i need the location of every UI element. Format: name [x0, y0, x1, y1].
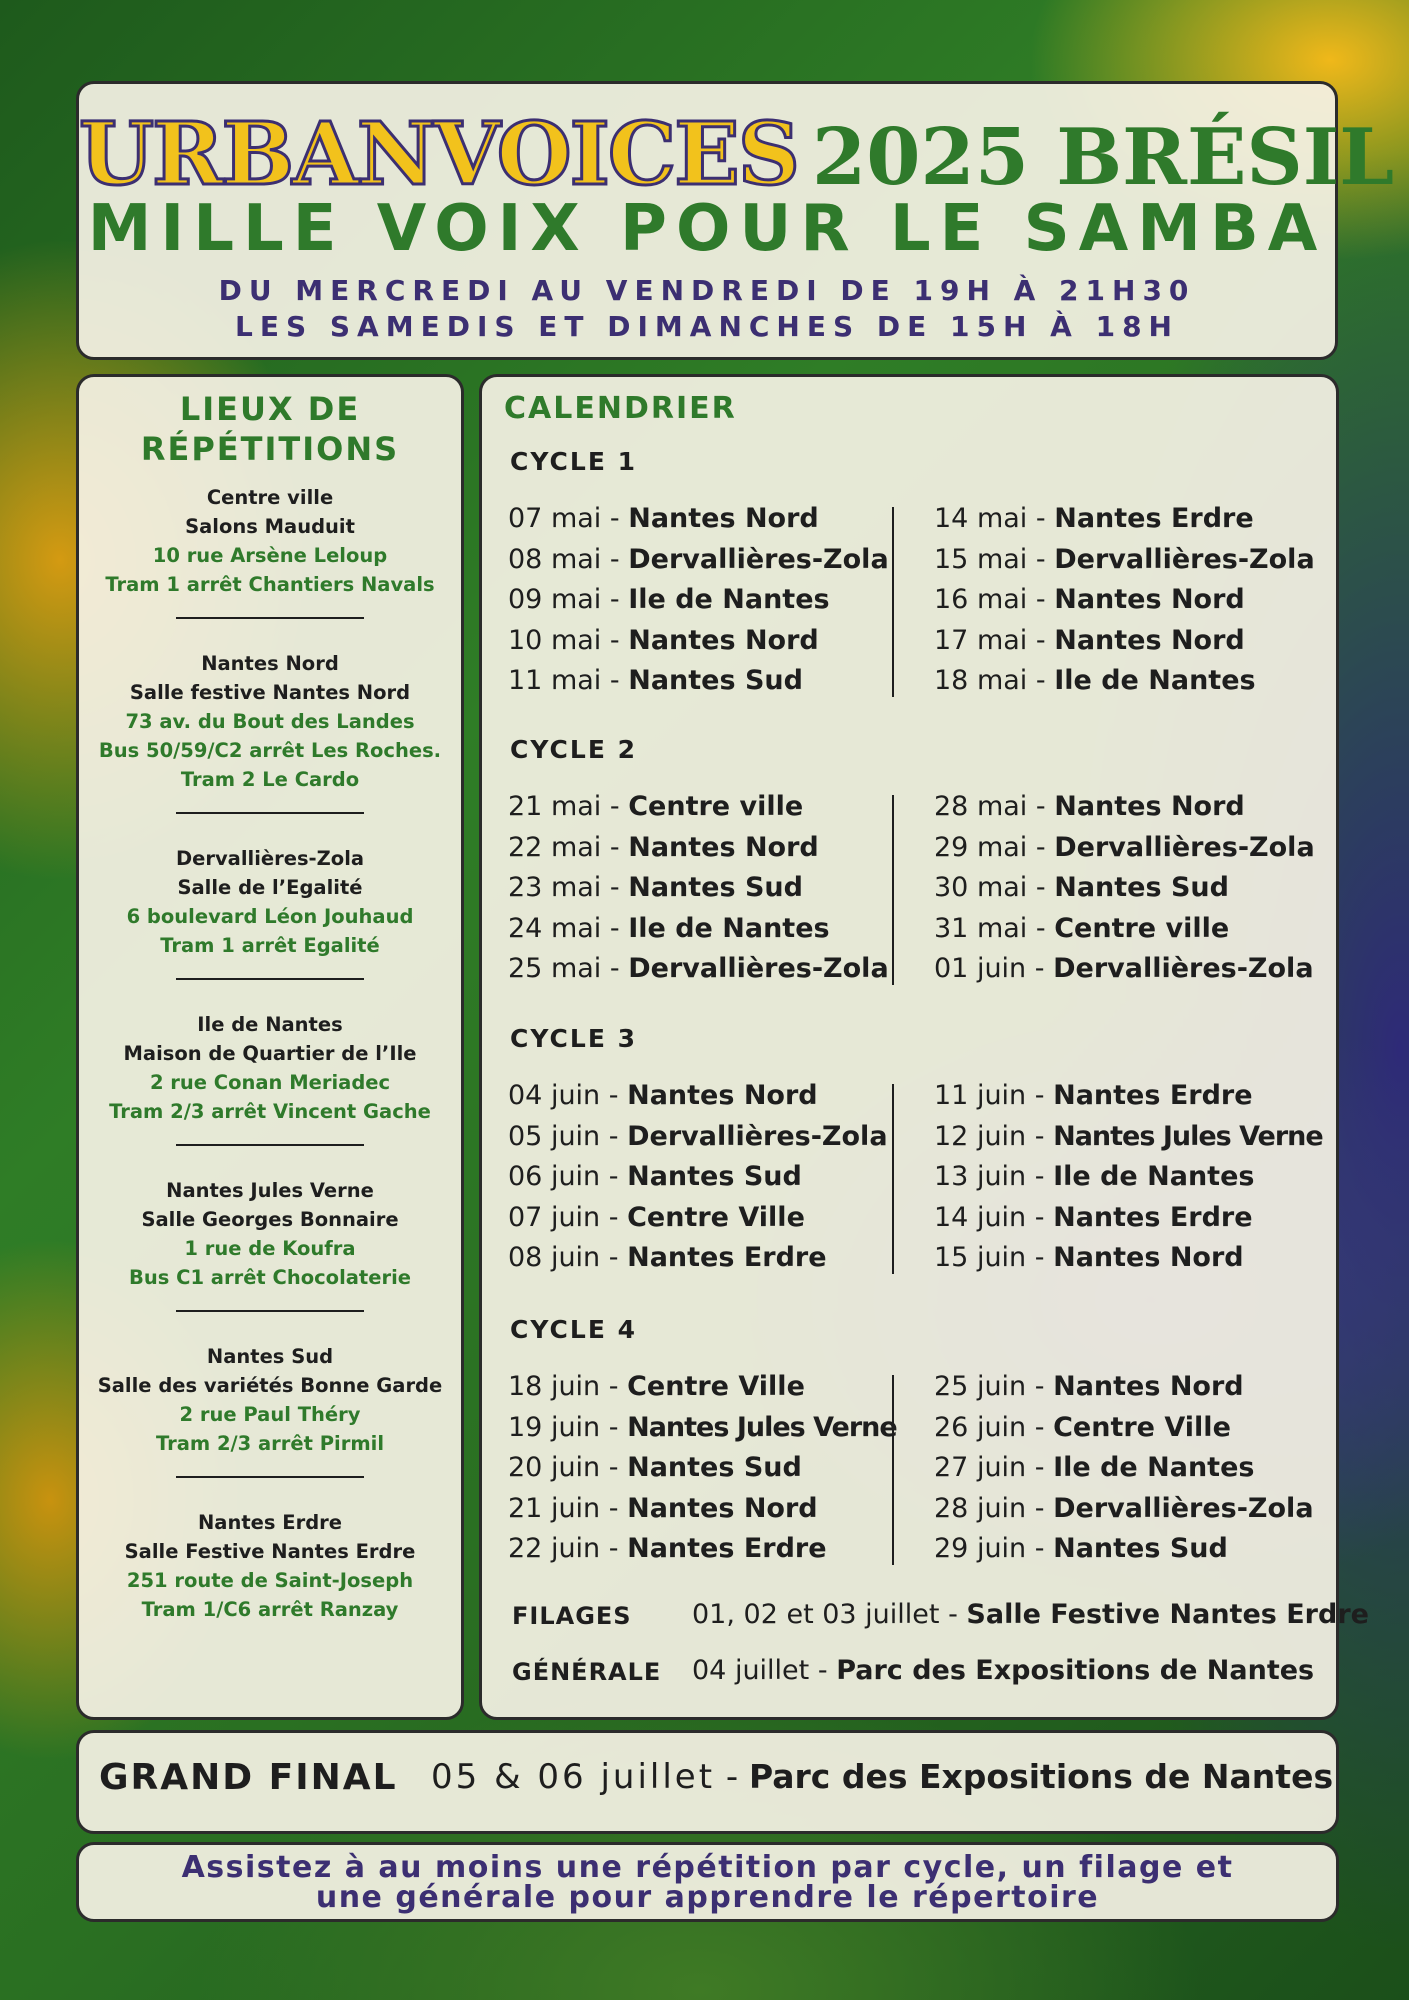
brand-title: URBANVOICES — [79, 104, 798, 205]
venue-divider — [176, 812, 364, 814]
venues-title — [79, 389, 461, 469]
calendar-entry — [508, 949, 889, 990]
title-row — [79, 104, 1395, 205]
entry-date: 23 mai — [508, 872, 602, 903]
entry-date: 21 juin — [508, 1492, 601, 1524]
entry-place: Nantes Nord — [1053, 1242, 1244, 1273]
entry-separator: - — [1026, 1161, 1054, 1192]
entry-place: Centre ville — [628, 791, 804, 822]
entry-place: Ile de Nantes — [628, 584, 830, 615]
calendar-entry — [934, 1076, 1323, 1117]
calendar-entry — [508, 540, 889, 581]
cycle-column-right — [934, 1076, 1323, 1279]
venue-area: Nantes Erdre — [197, 1511, 343, 1534]
entry-date: 17 mai — [934, 624, 1028, 656]
entry-date: 30 mai — [934, 872, 1028, 903]
venue-hall: Salons Mauduit — [185, 515, 355, 538]
entry-separator: - — [1026, 1201, 1054, 1233]
entry-separator: - — [601, 831, 629, 863]
venues-panel — [76, 374, 464, 1720]
entry-separator: - — [600, 1080, 628, 1111]
entry-date: 18 mai — [934, 665, 1028, 696]
entry-date: 13 juin — [934, 1161, 1027, 1192]
entry-place: Dervallières-Zola — [1054, 543, 1315, 575]
entry-place: Ile de Nantes — [1053, 1452, 1255, 1483]
entry-date: 15 mai — [934, 543, 1028, 575]
venue-hall: Salle des variétés Bonne Garde — [97, 1374, 443, 1397]
header-panel — [76, 81, 1395, 360]
entry-date: 24 mai — [508, 912, 602, 944]
entry-separator: - — [1026, 953, 1054, 984]
venue-hall: Salle de l’Egalité — [177, 876, 363, 899]
entry-separator: - — [1026, 1242, 1054, 1273]
cycle-column-left — [508, 1076, 888, 1279]
entry-place: Dervallières-Zola — [1054, 831, 1315, 863]
entry-place: Nantes Nord — [628, 503, 819, 534]
entry-date: 14 juin — [934, 1201, 1027, 1233]
entry-date: 15 juin — [934, 1242, 1027, 1273]
grand-final-dates: 05 & 06 juillet — [431, 1757, 716, 1797]
calendar-panel — [479, 374, 1369, 1720]
calendar-entry — [934, 1529, 1314, 1570]
calendar-entry — [934, 1408, 1314, 1449]
entry-place: Nantes Erdre — [627, 1533, 827, 1564]
entry-place: Nantes Sud — [628, 872, 803, 903]
calendar-entry — [934, 1198, 1323, 1239]
footer-line2: une générale pour apprendre le répertoire — [315, 1880, 1100, 1915]
entry-date: 16 mai — [934, 584, 1028, 615]
venue-block — [79, 1010, 461, 1126]
entry-place: Nantes Jules Verne — [627, 1411, 897, 1443]
calendar-entry — [934, 621, 1315, 662]
generale-label: GÉNÉRALE — [512, 1658, 662, 1686]
calendar-entry — [934, 540, 1315, 581]
entry-separator: - — [1026, 1120, 1054, 1152]
entry-separator: - — [1026, 1492, 1054, 1524]
grand-final-sep: - — [715, 1757, 749, 1797]
cycle-column-right — [934, 499, 1315, 702]
venues-title-line1: LIEUX DE — [179, 390, 361, 428]
calendar-entry — [508, 1529, 897, 1570]
footer-panel — [76, 1842, 1339, 1922]
grand-final-label: GRAND FINAL — [99, 1757, 398, 1798]
venue-area: Nantes Sud — [206, 1345, 334, 1368]
entry-separator: - — [601, 912, 629, 944]
calendar-entry — [934, 868, 1315, 909]
subtitle: MILLE VOIX POUR LE SAMBA — [87, 192, 1327, 266]
entry-place: Nantes Sud — [1053, 1533, 1228, 1564]
calendar-entry — [508, 1408, 897, 1449]
cycle-divider — [892, 795, 894, 985]
venue-hall: Salle Festive Nantes Erdre — [124, 1540, 416, 1563]
entry-place: Nantes Nord — [628, 624, 819, 656]
entry-separator: - — [1026, 1080, 1054, 1111]
venue-address: 2 rue Paul Théry — [179, 1403, 361, 1426]
entry-separator: - — [600, 1533, 628, 1564]
cycle-column-right — [934, 787, 1315, 990]
calendar-entry — [508, 1238, 888, 1279]
entry-date: 06 juin — [508, 1161, 601, 1192]
entry-date: 29 mai — [934, 831, 1028, 863]
footer-line1: Assistez à au moins une répétition par cycle, un filage et — [181, 1850, 1234, 1885]
generale-dates: 04 juillet — [692, 1655, 810, 1686]
entry-date: 12 juin — [934, 1120, 1027, 1152]
venue-block — [79, 1508, 461, 1624]
year-title: 2025 BRÉSIL — [811, 112, 1395, 203]
entry-date: 09 mai — [508, 584, 602, 615]
calendar-entry — [934, 828, 1315, 869]
cycle-label: CYCLE 1 — [510, 447, 638, 476]
generale-sep: - — [809, 1655, 837, 1686]
calendar-entry — [508, 499, 889, 540]
entry-place: Nantes Erdre — [1053, 1201, 1253, 1233]
venue-area: Centre ville — [206, 486, 334, 509]
entry-place: Dervallières-Zola — [627, 1120, 888, 1152]
entry-separator: - — [1027, 624, 1055, 656]
entry-place: Centre Ville — [1053, 1411, 1231, 1443]
filages-dates: 01, 02 et 03 juillet — [692, 1599, 940, 1630]
entry-date: 01 juin — [934, 953, 1027, 984]
entry-place: Nantes Erdre — [1054, 503, 1254, 534]
entry-separator: - — [601, 543, 629, 575]
entry-date: 07 juin — [508, 1201, 601, 1233]
venue-block — [79, 1342, 461, 1458]
filages-label: FILAGES — [512, 1602, 632, 1630]
entry-separator: - — [600, 1371, 628, 1402]
entry-place: Dervallières-Zola — [1053, 953, 1314, 984]
entry-place: Nantes Nord — [1054, 791, 1245, 822]
calendar-entry — [934, 499, 1315, 540]
calendar-entry — [934, 1157, 1323, 1198]
venue-address: 10 rue Arsène Leloup — [152, 544, 388, 567]
calendar-entry — [508, 1198, 888, 1239]
calendar-entry — [508, 621, 889, 662]
entry-separator: - — [601, 584, 629, 615]
venue-transport: Bus 50/59/C2 arrêt Les Roches. — [98, 739, 442, 762]
entry-date: 25 juin — [934, 1371, 1027, 1402]
entry-date: 04 juin — [508, 1080, 601, 1111]
venue-area: Ile de Nantes — [197, 1013, 343, 1036]
entry-place: Centre Ville — [627, 1371, 805, 1402]
entry-date: 31 mai — [934, 912, 1028, 944]
entry-separator: - — [601, 953, 629, 984]
entry-place: Nantes Nord — [627, 1492, 818, 1524]
calendar-entry — [934, 1238, 1323, 1279]
entry-place: Ile de Nantes — [1054, 665, 1256, 696]
calendar-entry — [934, 1448, 1314, 1489]
entry-date: 08 juin — [508, 1242, 601, 1273]
venue-address: 251 route de Saint-Joseph — [126, 1569, 414, 1592]
entry-date: 26 juin — [934, 1411, 1027, 1443]
filages-value — [692, 1599, 1369, 1630]
venue-transport: Tram 2/3 arrêt Vincent Gache — [109, 1100, 431, 1123]
entry-place: Nantes Nord — [1054, 624, 1245, 656]
entry-separator: - — [1026, 1411, 1054, 1443]
entry-date: 21 mai — [508, 791, 602, 822]
venue-transport: Tram 2/3 arrêt Pirmil — [155, 1432, 385, 1455]
entry-separator: - — [601, 791, 629, 822]
grand-final-panel — [76, 1730, 1339, 1834]
calendar-entry — [508, 868, 889, 909]
venue-address: 73 av. du Bout des Landes — [125, 710, 415, 733]
entry-place: Ile de Nantes — [628, 912, 830, 944]
entry-date: 27 juin — [934, 1452, 1027, 1483]
entry-place: Nantes Nord — [627, 1080, 818, 1111]
entry-place: Nantes Sud — [628, 665, 803, 696]
entry-place: Nantes Sud — [627, 1452, 802, 1483]
venue-transport: Bus C1 arrêt Chocolaterie — [129, 1266, 411, 1289]
entry-separator: - — [1027, 791, 1055, 822]
entry-separator: - — [600, 1201, 628, 1233]
venue-divider — [176, 1310, 364, 1312]
cycle-divider — [892, 507, 894, 697]
entry-place: Dervallières-Zola — [628, 953, 889, 984]
entry-separator: - — [1027, 872, 1055, 903]
calendar-entry — [508, 1448, 897, 1489]
entry-separator: - — [1027, 503, 1055, 534]
grand-final-value — [431, 1757, 1333, 1797]
entry-date: 14 mai — [934, 503, 1028, 534]
entry-separator: - — [1026, 1452, 1054, 1483]
venue-block — [79, 1176, 461, 1292]
calendar-entry — [934, 661, 1315, 702]
entry-place: Nantes Jules Verne — [1053, 1120, 1323, 1152]
entry-separator: - — [1027, 665, 1055, 696]
calendar-entry — [508, 1076, 888, 1117]
entry-date: 11 juin — [934, 1080, 1027, 1111]
calendar-entry — [934, 787, 1315, 828]
generale-place: Parc des Expositions de Nantes — [836, 1655, 1315, 1686]
entry-separator: - — [601, 503, 629, 534]
entry-separator: - — [600, 1411, 628, 1443]
venue-address: 2 rue Conan Meriadec — [149, 1071, 391, 1094]
entry-date: 07 mai — [508, 503, 602, 534]
entry-date: 29 juin — [934, 1533, 1027, 1564]
entry-place: Nantes Sud — [1054, 872, 1229, 903]
cycle-column-left — [508, 499, 889, 702]
cycle-column-left — [508, 1367, 897, 1570]
grand-final-place: Parc des Expositions de Nantes — [748, 1757, 1334, 1796]
calendar-entry — [508, 1367, 897, 1408]
venue-transport: Tram 1/C6 arrêt Ranzay — [141, 1598, 399, 1621]
entry-date: 28 mai — [934, 791, 1028, 822]
entry-place: Nantes Sud — [627, 1161, 802, 1192]
entry-separator: - — [1026, 1533, 1054, 1564]
calendar-entry — [508, 909, 889, 950]
cycle-divider — [892, 1375, 894, 1565]
venue-block — [79, 844, 461, 960]
schedule-weekends: LES SAMEDIS ET DIMANCHES DE 15H À 18H — [235, 310, 1179, 343]
calendar-entry — [934, 1117, 1323, 1158]
entry-separator: - — [601, 872, 629, 903]
entry-date: 10 mai — [508, 624, 602, 656]
venue-transport: Tram 1 arrêt Chantiers Navals — [105, 573, 435, 596]
entry-date: 19 juin — [508, 1411, 601, 1443]
venue-list — [79, 483, 461, 1624]
venue-divider — [176, 1476, 364, 1478]
entry-separator: - — [601, 665, 629, 696]
entry-place: Dervallières-Zola — [628, 543, 889, 575]
entry-place: Centre ville — [1054, 912, 1230, 944]
venue-area: Nantes Nord — [201, 652, 339, 675]
entry-separator: - — [1027, 584, 1055, 615]
entry-date: 11 mai — [508, 665, 602, 696]
venue-transport-2: Tram 2 Le Cardo — [180, 768, 360, 791]
calendar-entry — [508, 1489, 897, 1530]
entry-date: 08 mai — [508, 543, 602, 575]
venue-divider — [176, 978, 364, 980]
venue-address: 1 rue de Koufra — [184, 1237, 356, 1260]
entry-date: 25 mai — [508, 953, 602, 984]
calendar-entry — [934, 1489, 1314, 1530]
cycle-label: CYCLE 4 — [510, 1315, 638, 1344]
entry-place: Dervallières-Zola — [1053, 1492, 1314, 1524]
entry-place: Nantes Erdre — [627, 1242, 827, 1273]
entry-place: Ile de Nantes — [1053, 1161, 1255, 1192]
calendar-entry — [508, 787, 889, 828]
generale-value — [692, 1655, 1314, 1686]
venue-hall: Maison de Quartier de l’Ile — [123, 1042, 417, 1065]
calendar-entry — [508, 661, 889, 702]
cycle-label: CYCLE 2 — [510, 735, 638, 764]
venue-hall: Salle Georges Bonnaire — [141, 1208, 399, 1231]
entry-place: Nantes Nord — [1054, 584, 1245, 615]
entry-separator: - — [1027, 912, 1055, 944]
schedule-weekdays: DU MERCREDI AU VENDREDI DE 19H À 21H30 — [218, 274, 1196, 307]
calendar-entry — [934, 909, 1315, 950]
entry-date: 20 juin — [508, 1452, 601, 1483]
venue-hall: Salle festive Nantes Nord — [129, 681, 411, 704]
entry-separator: - — [1026, 1371, 1054, 1402]
entry-separator: - — [600, 1242, 628, 1273]
entry-place: Centre Ville — [627, 1201, 805, 1233]
venues-title-line2: RÉPÉTITIONS — [140, 430, 400, 468]
venue-block — [79, 483, 461, 599]
entry-date: 22 juin — [508, 1533, 601, 1564]
entry-place: Nantes Erdre — [1053, 1080, 1253, 1111]
entry-separator: - — [1027, 543, 1055, 575]
entry-date: 22 mai — [508, 831, 602, 863]
calendar-entry — [508, 1157, 888, 1198]
venue-divider — [176, 1144, 364, 1146]
entry-date: 28 juin — [934, 1492, 1027, 1524]
cycle-label: CYCLE 3 — [510, 1024, 638, 1053]
entry-place: Nantes Nord — [628, 831, 819, 863]
filages-place: Salle Festive Nantes Erdre — [966, 1599, 1369, 1630]
entry-separator: - — [600, 1452, 628, 1483]
venue-block — [79, 649, 461, 794]
venue-transport: Tram 1 arrêt Egalité — [160, 934, 380, 957]
entry-separator: - — [1027, 831, 1055, 863]
venue-area: Dervallières-Zola — [175, 847, 365, 870]
entry-date: 18 juin — [508, 1371, 601, 1402]
calendar-entry — [934, 1367, 1314, 1408]
venue-divider — [176, 617, 364, 619]
venue-area: Nantes Jules Verne — [166, 1179, 374, 1202]
filages-sep: - — [939, 1599, 967, 1630]
calendar-entry — [508, 1117, 888, 1158]
calendar-title: CALENDRIER — [504, 391, 737, 426]
venue-address: 6 boulevard Léon Jouhaud — [126, 905, 414, 928]
calendar-entry — [508, 580, 889, 621]
entry-date: 05 juin — [508, 1120, 601, 1152]
entry-separator: - — [600, 1492, 628, 1524]
entry-separator: - — [600, 1120, 628, 1152]
calendar-entry — [508, 828, 889, 869]
entry-separator: - — [600, 1161, 628, 1192]
entry-separator: - — [601, 624, 629, 656]
cycle-column-left — [508, 787, 889, 990]
cycle-column-right — [934, 1367, 1314, 1570]
entry-place: Nantes Nord — [1053, 1371, 1244, 1402]
calendar-entry — [934, 580, 1315, 621]
cycle-divider — [892, 1084, 894, 1274]
calendar-entry — [934, 949, 1315, 990]
